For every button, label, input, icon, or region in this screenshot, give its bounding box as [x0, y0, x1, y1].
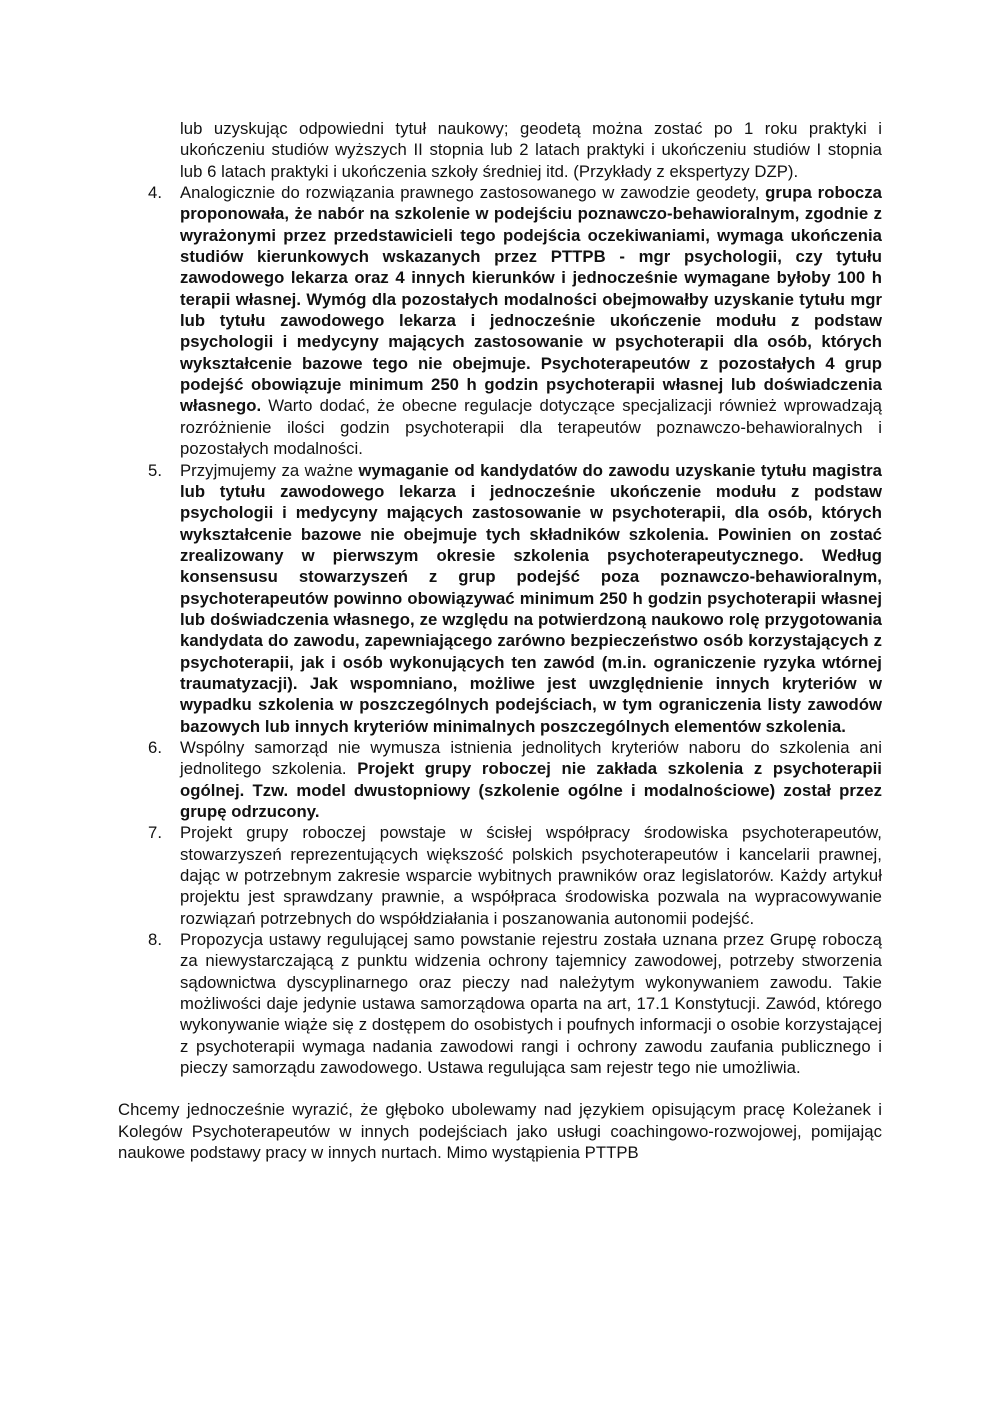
bold-text-run: wymaganie od kandydatów do zawodu uzyskanie tytułu magistra lub tytułu zawodowego lekarza i jednocześnie ukończenie modułu z podstaw psychologii i medycyny mających zastosowanie w psychoterapii, dla osób, których wykształcenie bazowe nie obejmuje tych składników szkolenia. Powinien on zostać zrealizowany w pierwszym okresie szkolenia psychoterapeutycznego. Według konsensusu stowarzyszeń z grup podejść poza poznawczo-behawioralnym, psychoterapeutów powinno obowiązywać minimum 250 h godzin psychoterapii własnej lub doświadczenia własnego, ze względu na potwierdzoną naukowo rolę przygotowania kandydata do zawodu, zapewniającego zarówno bezpieczeństwo osób korzystających z psychoterapii, jak i osób wykonujących ten zawód (m.in. ograniczenie ryzyka wtórnej traumatyzacji). Jak wspomniano, możliwe jest uwzględnienie innych kryteriów w wypadku szkolenia w poszczególnych podejściach, w tym ograniczenia listy zawodów bazowych lub innych kryteriów minimalnych poszczególnych elementów szkolenia.: [180, 460, 882, 736]
text-run: Projekt grupy roboczej powstaje w ścisłej współpracy środowiska psychoterapeutów, stowarzyszeń reprezentujących większość polskich psychoterapeutów i kancelarii prawnej, dając w potrzebnym zakresie wsparcie wybitnych prawników oraz legislatorów. Każdy artykuł projektu jest sprawdzany prawnie, a współpraca środowiska pozwala na wypracowywanie rozwiązań potrzebnych do współdziałania i poszanowania autonomii podejść.: [180, 823, 882, 928]
text-run: lub uzyskując odpowiedni tytuł naukowy; geodetą można zostać po 1 roku praktyki i ukończeniu studiów wyższych II stopnia lub 2 latach praktyki i ukończeniu studiów I stopnia lub 6 latach praktyki i ukończenia szkoły średniej itd. (Przykłady z ekspertyzy DZP).: [180, 119, 882, 181]
text-run: Warto dodać, że obecne regulacje dotyczące specjalizacji również wprowadzają rozróżnienie ilości godzin psychoterapii dla terapeutów poznawczo-behawioralnych i pozostałych modalności.: [180, 396, 882, 459]
list-item-number: 7.: [148, 823, 163, 843]
list-item-number: 8.: [148, 930, 163, 950]
list-item-text: [180, 929, 882, 1078]
list-item-number: 5.: [148, 460, 163, 480]
bold-text-run: Projekt grupy roboczej nie zakłada szkolenia z psychoterapii ogólnej. Tzw. model dwustopniowy (szkolenie ogólne i modalnościowe) został przez grupę odrzucony.: [180, 759, 882, 821]
document-page: [118, 118, 882, 1164]
closing-paragraph: Chcemy jednocześnie wyrazić, że głęboko ubolewamy nad językiem opisującym pracę Koleżanek i Kolegów Psychoterapeutów w innych podejściach jako usługi coachingowo-rozwojowej, pomijając naukowe podstawy pracy w innych nurtach. Mimo wystąpienia PTTPB: [118, 1100, 882, 1163]
list-item-text: [180, 737, 882, 822]
list-item: [118, 460, 882, 737]
list-item: [118, 929, 882, 1078]
bold-text-run: grupa robocza proponowała, że nabór na szkolenie w podejściu poznawczo-behawioralnym, zgodnie z wyrażonymi przez przedstawicieli tego podejścia oczekiwaniami, wymaga ukończenia studiów kierunkowych wskazanych przez PTTPB - mgr psychologii, czy tytułu zawodowego lekarza oraz 4 innych kierunków i jednocześnie wymagane byłoby 100 h terapii własnej. Wymóg dla pozostałych modalności obejmowałby uzyskanie tytułu mgr lub tytułu zawodowego lekarza i jednocześnie ukończenie modułu z podstaw psychologii i medycyny mających zastosowanie w psychoterapii dla osób, których wykształcenie bazowe tego nie obejmuje. Psychoterapeutów z pozostałych 4 grup podejść obowiązuje minimum 250 h godzin psychoterapii własnej lub doświadczenia własnego.: [180, 183, 882, 416]
list-item: [118, 737, 882, 822]
text-run: Analogicznie do rozwiązania prawnego zastosowanego w zawodzie geodety,: [180, 183, 766, 203]
text-run: Przyjmujemy za ważne: [180, 460, 359, 480]
list-item: [118, 822, 882, 929]
text-run: Propozycja ustawy regulującej samo powstanie rejestru została uznana przez Grupę roboczą za niewystarczającą z punktu widzenia ochrony tajemnicy zawodowej, potrzeby stworzenia sądownictwa dyscyplinarnego oraz pieczy nad należytym wykonywaniem zawodu. Takie możliwości daje jedynie ustawa samorządowa oparta na art, 17.1 Konstytucji. Zawód, którego wykonywanie wiąże się z dostępem do osobistych i poufnych informacji o osobie korzystającej z psychoterapii wymaga nadania zawodowi rangi i ochrony zawodu zaufania publicznego i pieczy samorządu zawodowego. Ustawa regulująca sam rejestr tego nie umożliwia.: [180, 930, 882, 1078]
list-item: [118, 118, 882, 182]
list-item-number: 4.: [148, 183, 163, 203]
text-run: Wspólny samorząd nie wymusza istnienia jednolitych kryteriów naboru do szkolenia ani jednolitego szkolenia.: [180, 737, 882, 779]
list-item-text: [180, 182, 882, 459]
list-item-text: [180, 460, 882, 737]
list-item-text: [180, 118, 882, 182]
list-item-text: [180, 822, 882, 929]
numbered-list: [118, 118, 882, 1078]
list-item-number: 6.: [148, 737, 163, 757]
list-item: [118, 182, 882, 459]
